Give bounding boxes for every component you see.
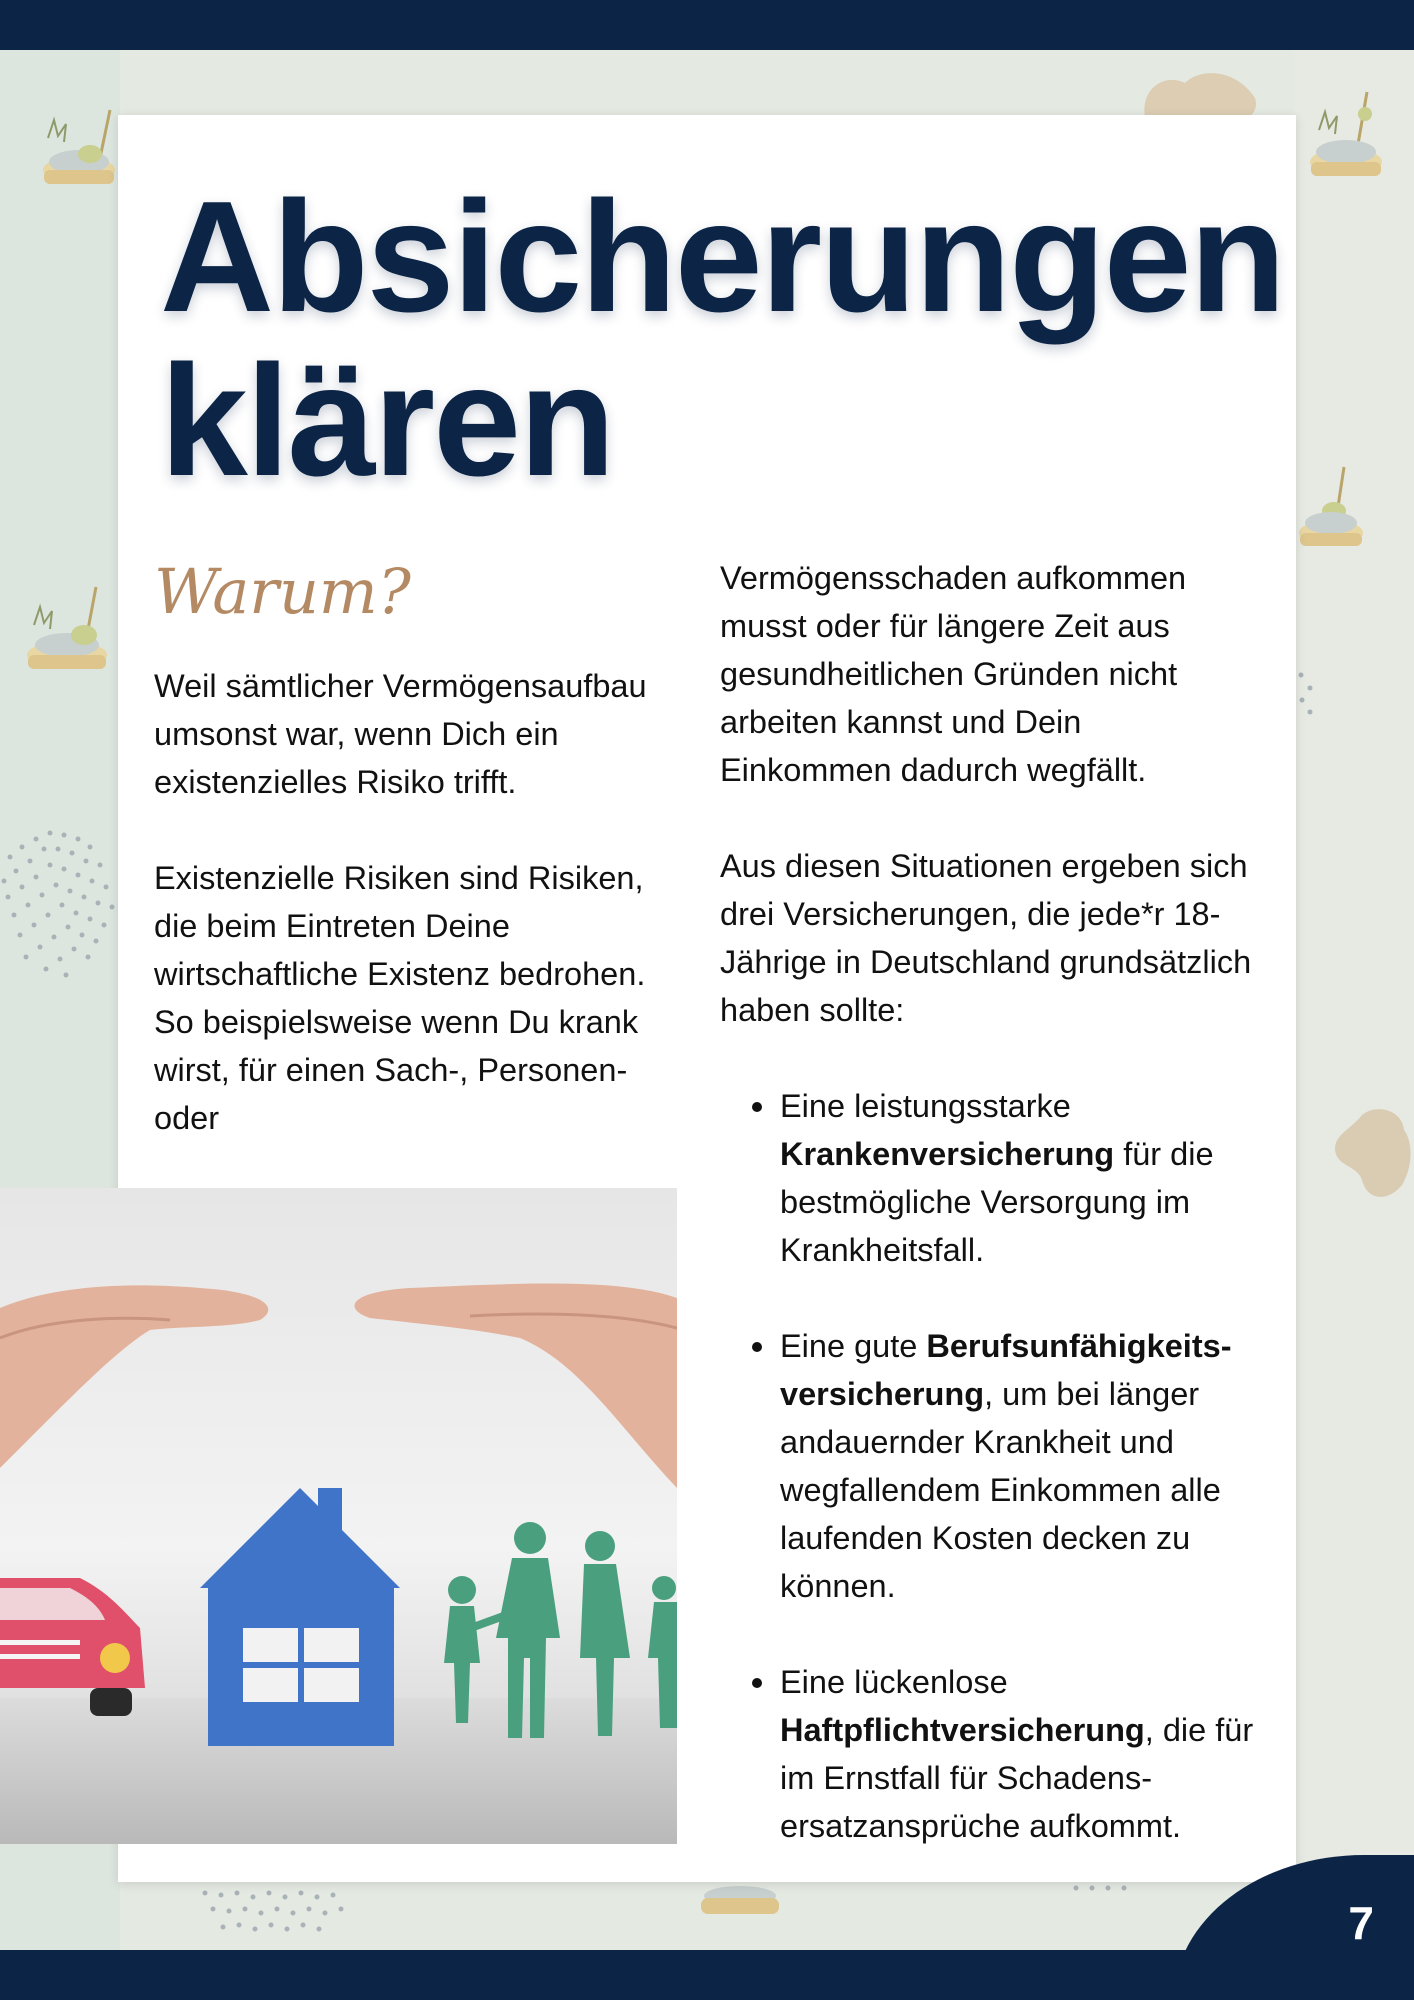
list-item (720, 1658, 1260, 1850)
list-item-emphasis: Krankenversicherung (780, 1136, 1115, 1172)
background-right-panel (1294, 50, 1414, 1950)
paragraph-continuation: Vermögensschaden aufkommen musst oder für längere Zeit aus gesundheitlichen Gründen nicht arbeiten kannst und Dein Einkommen dadurch wegfällt. (720, 560, 1187, 788)
section-subheading: Warum? (154, 555, 411, 628)
decorative-food-icon (38, 108, 120, 200)
right-text-column (720, 554, 1260, 1850)
decorative-dots-right (1296, 670, 1316, 720)
decorative-blob-right (1332, 1105, 1414, 1205)
decorative-dots-left (0, 825, 120, 985)
decorative-dots-bottom-right (1070, 1880, 1140, 1896)
insurance-list (720, 1082, 1260, 1850)
list-item-emphasis: Berufsunfähigkeits-versicherung (780, 1328, 1232, 1412)
list-item-text: , um bei länger andauernder Krankheit und wegfallendem Einkommen alle laufenden Kosten decken zu können. (780, 1376, 1221, 1604)
top-bar (0, 0, 1414, 50)
decorative-dots-bottom (195, 1885, 365, 1945)
decorative-food-icon (695, 1882, 785, 1922)
decorative-food-icon (1296, 465, 1366, 560)
page-number: 7 (1348, 1897, 1374, 1949)
page-title (160, 169, 1285, 509)
list-item (720, 1322, 1260, 1610)
left-text-column (154, 662, 674, 1142)
paragraph-intro: Weil sämtlicher Vermögensaufbau umsonst war, wenn Dich ein existenzielles Risiko trifft. (154, 668, 647, 800)
decorative-food-icon (1305, 90, 1387, 190)
paragraph-risks: Existenzielle Risiken sind Risiken, die beim Eintreten Deine wirtschaftliche Existenz bedrohen. So beispielsweise wenn Du krank wirst, für einen Sach-, Personen- oder (154, 860, 646, 1136)
page-title-line-2: klären (160, 333, 614, 509)
page-title-line-1: Absicherungen (160, 169, 1285, 345)
list-item (720, 1082, 1260, 1274)
list-item-text: Eine leistungsstarke (780, 1088, 1071, 1124)
paragraph-insurances-intro: Aus diesen Situationen ergeben sich drei Versicherungen, die jede*r 18-Jährige in Deutschland grundsätzlich haben sollte: (720, 848, 1252, 1028)
list-item-text: , die für im Ernstfall für Schadens-ersatzansprüche aufkommt. (780, 1712, 1254, 1844)
list-item-text: Eine gute (780, 1328, 927, 1364)
list-item-text: Eine lückenlose (780, 1664, 1008, 1700)
insurance-photo (0, 1188, 677, 1844)
list-item-emphasis: Haftpflichtversicherung (780, 1712, 1145, 1748)
decorative-food-icon (22, 585, 112, 680)
hands-protecting-house-family-car-icon (0, 1188, 677, 1844)
list-item-text: für die bestmögliche Versorgung im Krankheitsfall. (780, 1136, 1214, 1268)
